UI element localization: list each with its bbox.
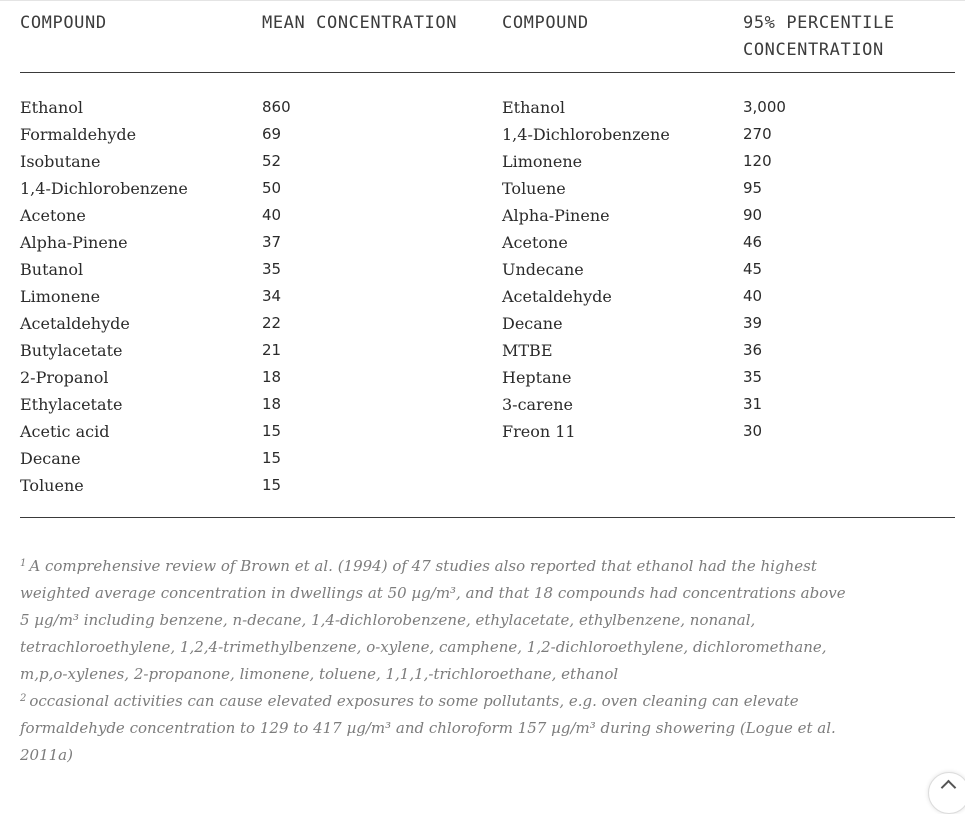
compound-name: Decane xyxy=(20,449,81,468)
right-compound-column xyxy=(502,94,670,445)
compound-name: Butanol xyxy=(20,260,84,279)
mean-concentration-value: 37 xyxy=(262,233,282,251)
mean-concentration-value: 35 xyxy=(262,260,282,278)
compound-name: Alpha-Pinene xyxy=(502,206,610,225)
mean-concentration-value: 18 xyxy=(262,395,282,413)
footnote-text: A comprehensive review of Brown et al. (1994) of 47 studies also reported that ethanol had the highest weighted average concentration in dwellings at 50 µg/m³, and that 18 compounds had concentrations above 5 µg/m³ including benzene, n-decane, 1,4-dichlorobenzene, ethylacetate, ethylbenzene, nonanal, tetrachloroethylene, 1,2,4-trimethylbenzene, o-xylene, camphene, 1,2-dichloroethylene, dichloromethane, m,p,o-xylenes, 2-propanone, limonene, toluene, 1,1,1,-trichloroethane, ethanol xyxy=(20,557,846,683)
footnote-2 xyxy=(20,688,850,769)
compound-name: Limonene xyxy=(20,287,101,306)
percentile-concentration-value: 36 xyxy=(743,341,763,359)
scroll-to-top-button[interactable] xyxy=(928,772,965,814)
header-compound-left: COMPOUND xyxy=(20,13,107,33)
left-compound-column xyxy=(20,94,188,499)
percentile-concentration-value: 39 xyxy=(743,314,763,332)
top-border xyxy=(0,0,965,1)
mean-concentration-value: 52 xyxy=(262,152,282,170)
compound-name: Acetone xyxy=(20,206,86,225)
compound-name: Ethanol xyxy=(502,98,566,117)
compound-name: Ethylacetate xyxy=(20,395,123,414)
mean-concentration-value: 15 xyxy=(262,476,282,494)
table-bottom-rule xyxy=(20,517,955,518)
percentile-concentration-value: 30 xyxy=(743,422,763,440)
compound-name: Undecane xyxy=(502,260,584,279)
percentile-concentration-value: 3,000 xyxy=(743,98,786,116)
compound-name: Acetic acid xyxy=(20,422,110,441)
compound-name: 2-Propanol xyxy=(20,368,109,387)
compound-name: 1,4-Dichlorobenzene xyxy=(502,125,670,144)
mean-concentration-value: 15 xyxy=(262,422,282,440)
header-95-percentile-concentration: 95% PERCENTILE CONCENTRATION xyxy=(743,13,895,60)
mean-concentration-value: 21 xyxy=(262,341,282,359)
mean-concentration-value: 860 xyxy=(262,98,291,116)
footnote-marker: 1 xyxy=(20,558,27,569)
percentile-concentration-value: 31 xyxy=(743,395,763,413)
footnote-marker: 2 xyxy=(20,693,27,704)
compound-name: Ethanol xyxy=(20,98,84,117)
compound-name: 3-carene xyxy=(502,395,573,414)
mean-concentration-value: 22 xyxy=(262,314,282,332)
mean-concentration-value: 18 xyxy=(262,368,282,386)
compound-name: Freon 11 xyxy=(502,422,576,441)
mean-concentration-column xyxy=(262,94,291,499)
header-compound-right: COMPOUND xyxy=(502,13,589,33)
percentile-concentration-value: 95 xyxy=(743,179,763,197)
percentile-concentration-value: 45 xyxy=(743,260,763,278)
compound-name: Isobutane xyxy=(20,152,101,171)
compound-name: Acetaldehyde xyxy=(20,314,130,333)
compound-name: Acetaldehyde xyxy=(502,287,612,306)
compound-name: Decane xyxy=(502,314,563,333)
compound-name: 1,4-Dichlorobenzene xyxy=(20,179,188,198)
percentile-concentration-value: 40 xyxy=(743,287,763,305)
compound-name: Butylacetate xyxy=(20,341,123,360)
compound-name: Heptane xyxy=(502,368,572,387)
compound-name: Toluene xyxy=(502,179,566,198)
mean-concentration-value: 40 xyxy=(262,206,282,224)
header-mean-concentration: MEAN CONCENTRATION xyxy=(262,13,458,33)
compound-name: Formaldehyde xyxy=(20,125,137,144)
percentile-concentration-value: 120 xyxy=(743,152,772,170)
compound-name: Toluene xyxy=(20,476,84,495)
compound-name: Limonene xyxy=(502,152,583,171)
compound-name: MTBE xyxy=(502,341,553,360)
mean-concentration-value: 69 xyxy=(262,125,282,143)
header-rule xyxy=(20,72,955,73)
percentile-concentration-value: 46 xyxy=(743,233,763,251)
mean-concentration-value: 15 xyxy=(262,449,282,467)
footnote-text: occasional activities can cause elevated exposures to some pollutants, e.g. oven cleaning can elevate formaldehyde concentration to 129 to 417 µg/m³ and chloroform 157 µg/m³ during showering (Logue et al. 2011a) xyxy=(20,692,836,764)
mean-concentration-value: 34 xyxy=(262,287,282,305)
footnote-1 xyxy=(20,553,850,688)
compound-name: Acetone xyxy=(502,233,568,252)
percentile-concentration-value: 35 xyxy=(743,368,763,386)
mean-concentration-value: 50 xyxy=(262,179,282,197)
percentile-concentration-column xyxy=(743,94,786,445)
footnotes xyxy=(20,553,850,769)
percentile-concentration-value: 90 xyxy=(743,206,763,224)
percentile-concentration-value: 270 xyxy=(743,125,772,143)
compound-name: Alpha-Pinene xyxy=(20,233,128,252)
